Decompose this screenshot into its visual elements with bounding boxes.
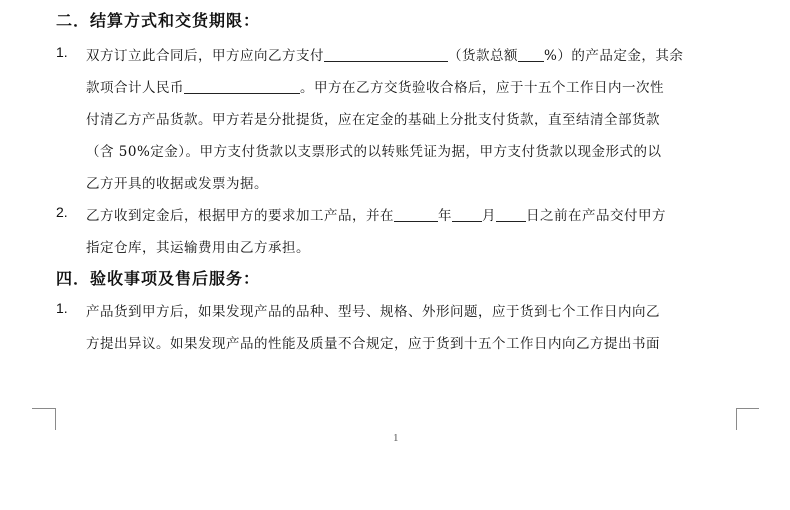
- text-segment: 双方订立此合同后，甲方应向乙方支付: [86, 48, 324, 64]
- paragraph-line: [86, 204, 666, 224]
- blank-month[interactable]: [452, 207, 482, 222]
- blank-deposit-percent[interactable]: [518, 47, 544, 62]
- crop-mark-right-vertical: [736, 408, 737, 430]
- item-number: 1.: [56, 300, 68, 316]
- paragraph-line: 产品货到甲方后，如果发现产品的品种、型号、规格、外形问题，应于货到七个工作日内向乙: [86, 304, 660, 320]
- crop-mark-left-horizontal: [32, 408, 55, 409]
- section-2-heading: 二．结算方式和交货期限：: [56, 11, 261, 30]
- paragraph-line: 指定仓库，其运输费用由乙方承担。: [86, 240, 310, 256]
- text-segment: 月: [482, 208, 496, 224]
- blank-year[interactable]: [394, 207, 438, 222]
- paragraph-line: [86, 44, 683, 64]
- paragraph-line: 方提出异议。如果发现产品的性能及质量不合规定，应于货到十五个工作日内向乙方提出书面: [86, 336, 660, 352]
- crop-mark-left-vertical: [55, 408, 56, 430]
- item-number: 2.: [56, 204, 68, 220]
- text-segment: 款项合计人民币: [86, 80, 184, 96]
- text-segment: 年: [438, 208, 452, 224]
- paragraph-line: [86, 76, 664, 96]
- crop-mark-right-horizontal: [736, 408, 759, 409]
- section-4-heading: 四．验收事项及售后服务：: [56, 269, 261, 288]
- item-number: 1.: [56, 44, 68, 60]
- paragraph-line: 乙方开具的收据或发票为据。: [86, 176, 268, 192]
- page-number: 1: [393, 432, 399, 444]
- paragraph-line: （含 50%定金）。甲方支付货款以支票形式的以转账凭证为据，甲方支付货款以现金形式的以: [86, 144, 662, 160]
- text-segment: 。甲方在乙方交货验收合格后，应于十五个工作日内一次性: [300, 80, 664, 96]
- text-segment: 日之前在产品交付甲方: [526, 208, 666, 224]
- blank-remaining-amount[interactable]: [184, 79, 300, 94]
- blank-deposit-amount[interactable]: [324, 47, 448, 62]
- paragraph-line: 付清乙方产品货款。甲方若是分批提货，应在定金的基础上分批支付货款，直至结清全部货款: [86, 112, 660, 128]
- text-segment: 乙方收到定金后，根据甲方的要求加工产品，并在: [86, 208, 394, 224]
- blank-day[interactable]: [496, 207, 526, 222]
- text-segment: （货款总额: [448, 48, 518, 64]
- text-segment: %）的产品定金，其余: [544, 48, 684, 64]
